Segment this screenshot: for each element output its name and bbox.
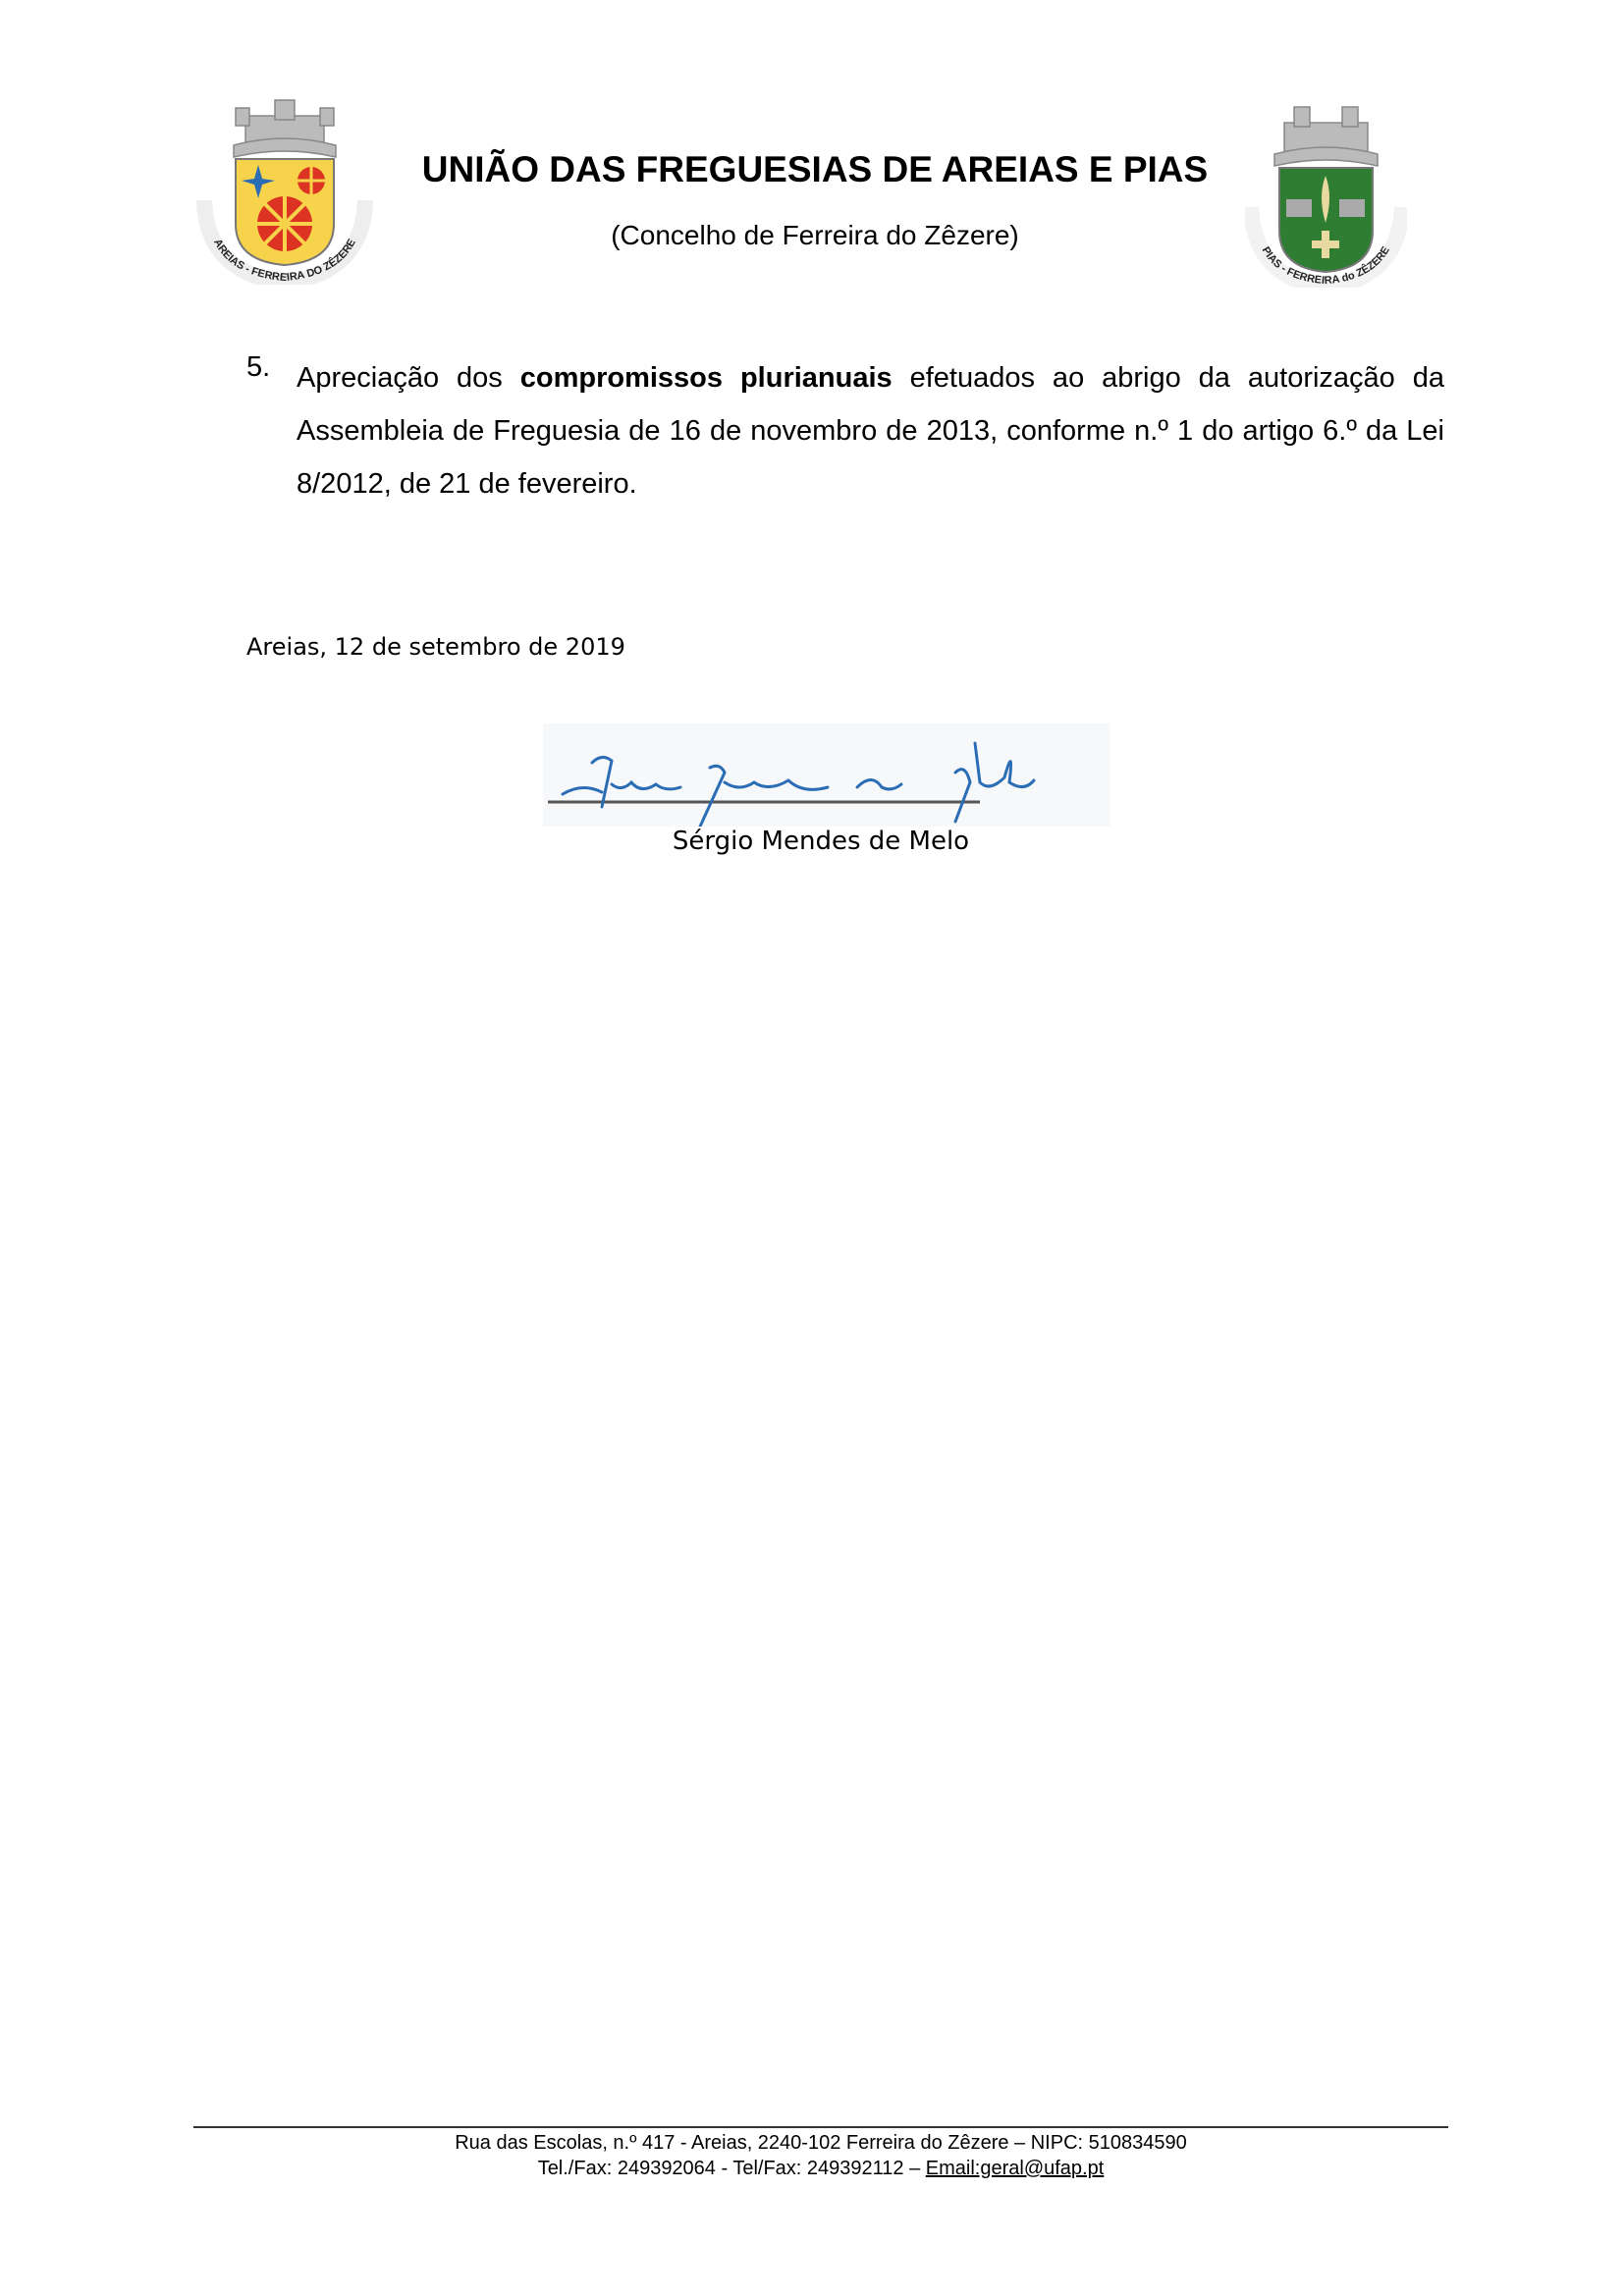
- item-text-before: Apreciação dos: [297, 362, 520, 394]
- footer-divider: [193, 2126, 1448, 2128]
- right-crest-text: PIAS - FERREIRA do ZÊZERE: [1259, 244, 1392, 288]
- date-line: Areias, 12 de setembro de 2019: [246, 633, 625, 661]
- list-item-text: [297, 351, 1444, 510]
- item-text-after: efetuados ao abrigo da autorização da Assembleia de Freguesia de 16 de novembro de 2013, conforme n.º 1 do artigo 6.º da Lei 8/2012, de 21 de fevereiro.: [297, 362, 1445, 500]
- item-text-bold: compromissos plurianuais: [519, 362, 893, 394]
- footer-address: Rua das Escolas, n.º 417 - Areias, 2240-102 Ferreira do Zêzere – NIPC: 510834590: [455, 2132, 1187, 2154]
- footer-email-link[interactable]: Email:geral@ufap.pt: [925, 2158, 1105, 2179]
- list-item-number: 5.: [246, 351, 271, 383]
- areias-crest-logo: [196, 96, 373, 285]
- page-subtitle: (Concelho de Ferreira do Zêzere): [611, 220, 1019, 250]
- pias-crest-logo: [1245, 103, 1407, 288]
- handwritten-signature: [543, 723, 1110, 827]
- page-title: UNIÃO DAS FREGUESIAS DE AREIAS E PIAS: [421, 149, 1209, 189]
- left-crest-text: AREIAS - FERREIRA DO ZÊZERE: [211, 237, 358, 285]
- footer-contacts: [193, 2158, 1448, 2180]
- signatory-name: Sérgio Mendes de Melo: [672, 827, 970, 856]
- footer-phones: Tel./Fax: 249392064 - Tel/Fax: 249392112 –: [537, 2158, 926, 2179]
